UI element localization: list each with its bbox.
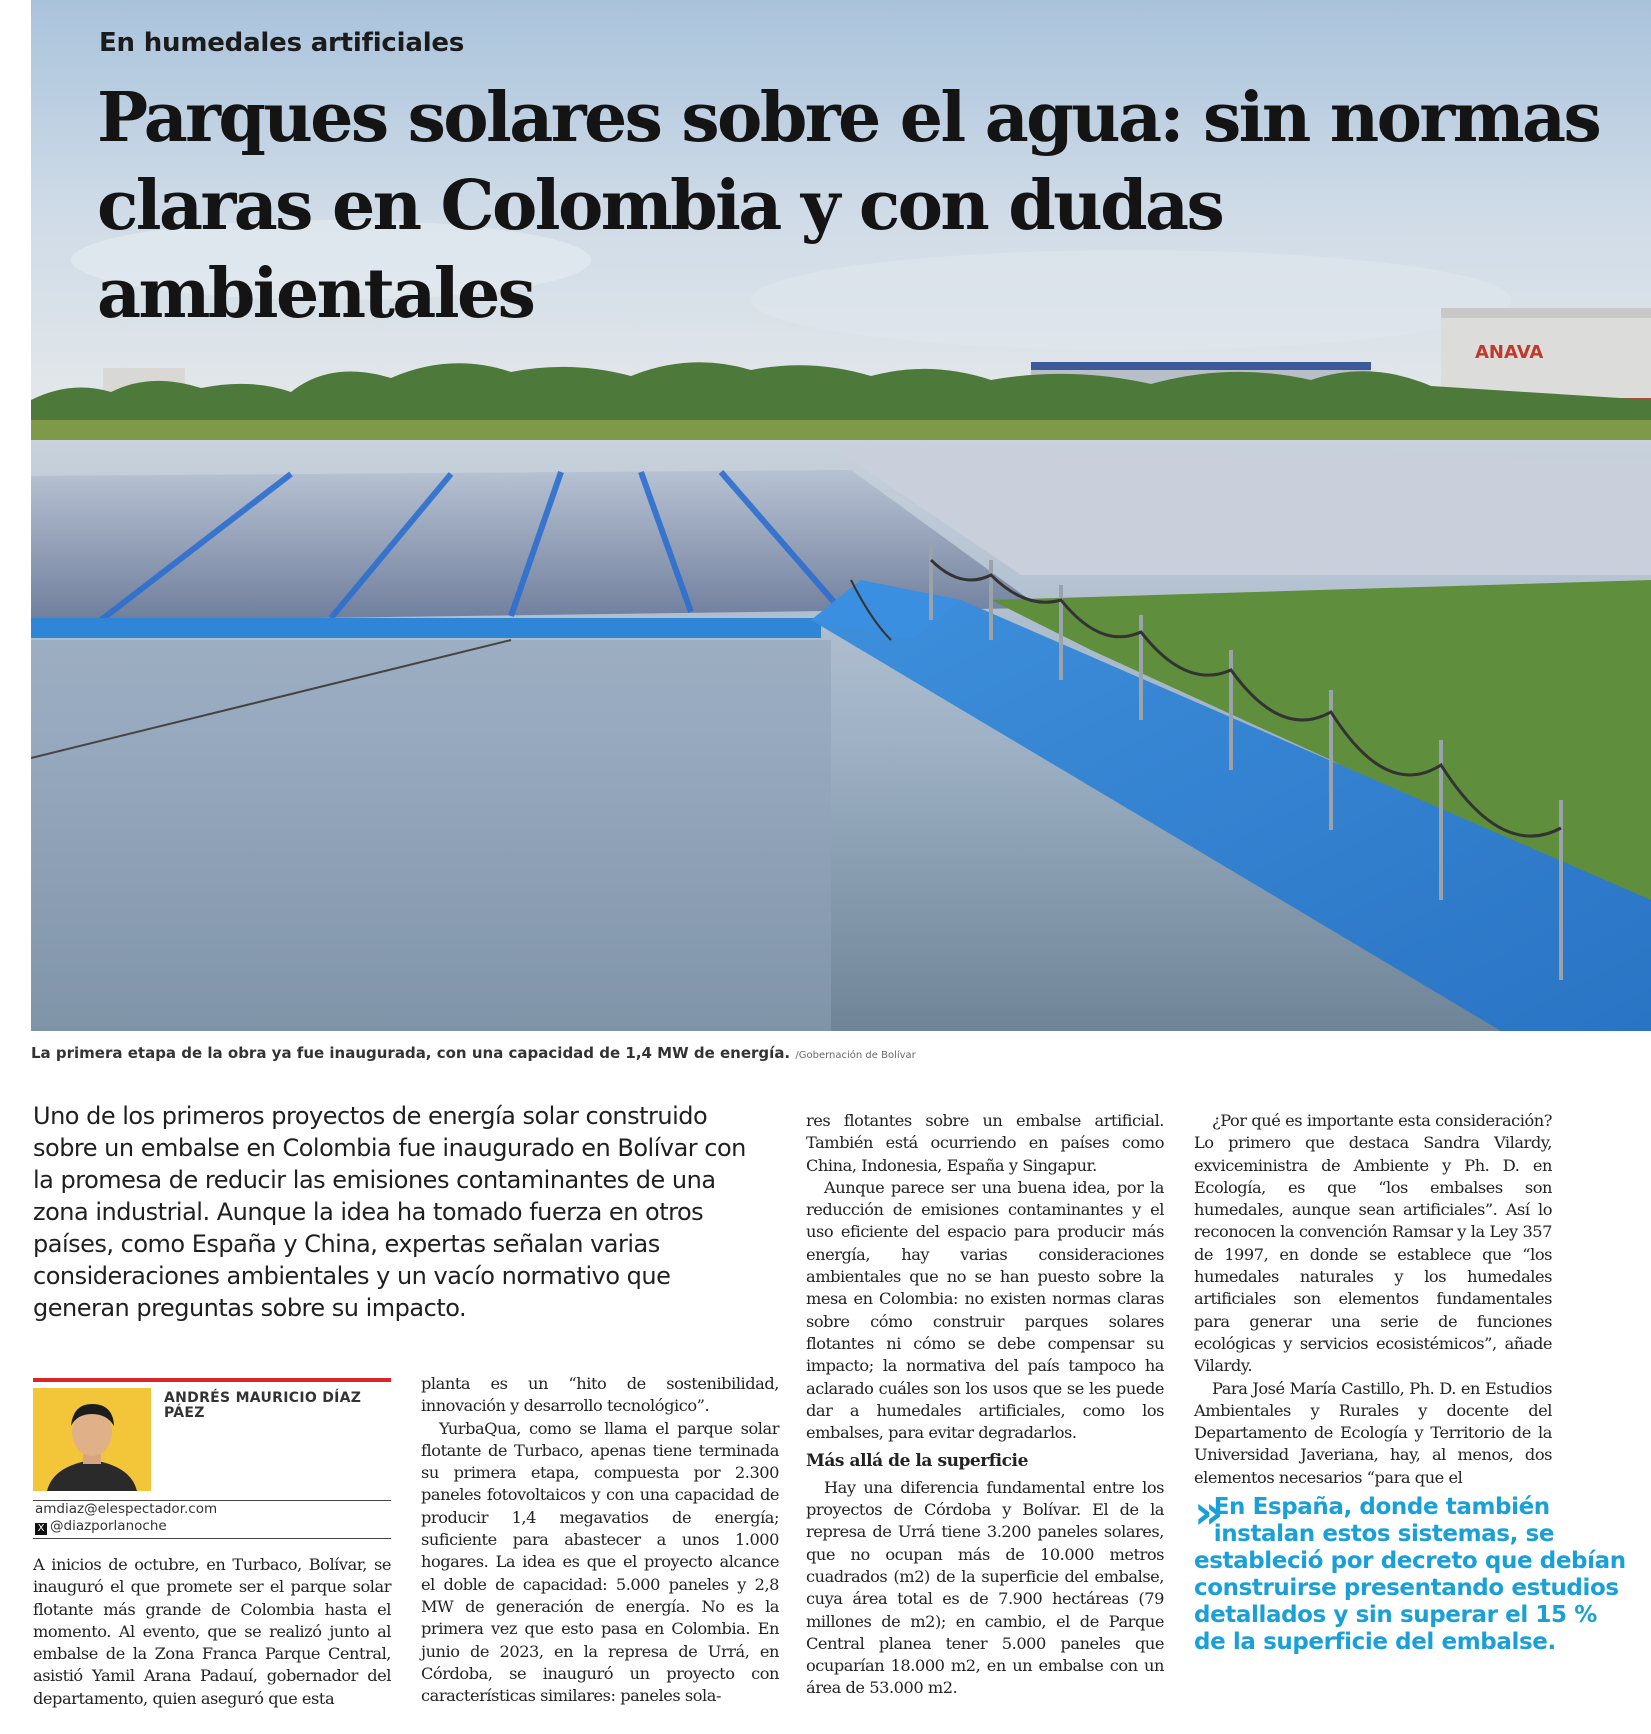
article-lead: Uno de los primeros proyectos de energía solar construido sobre un embalse en Colombia fue inaugurado en Bolívar con la promesa de reducir las emisiones contaminantes de una zona industrial. Aunque la idea ha tomado fuerza en otros países, como España y China, expertas señalan varias consideraciones ambientales y un vacío normativo que generan preguntas sobre su impacto. [33,1102,746,1322]
photo-caption [31,1044,916,1062]
pull-quote-text: En España, donde también instalan estos sistemas, se estableció por decreto que debían construirse presentando estudios detallados y sin superar el 15 % de la superficie del embalse. [1194,1494,1626,1655]
article-kicker: En humedales artificiales [99,28,465,58]
x-logo-icon: X [35,1523,47,1535]
person-icon [33,1388,151,1491]
pull-quote [1194,1485,1634,1656]
col4-paragraph-2: Para José María Castillo, Ph. D. en Estudios Ambientales y Rurales y docente del Departamento de Ecología y Territorio de la Universidad Javeriana, hay, al menos, dos elementos necesarios “para que el [1194,1378,1552,1487]
author-email[interactable]: amdiaz@elespectador.com [35,1501,218,1517]
col3-paragraph-3: Hay una diferencia fundamental entre los proyectos de Córdoba y Bolívar. El de la represa de Urrá tiene 3.200 paneles solares, que no ocupan más de 10.000 metros cuadrados (m2) de la superficie del embalse, cuya área total es de 7.900 hectáreas (79 millones de m2); en cambio, el de Parque Central planea tener 5.000 paneles que ocuparían 18.000 m2, en un embalse con un área de 53.000 m2. [806,1477,1164,1698]
article-headline: Parques solares sobre el agua: sin normas claras en Colombia y con dudas ambientales [97,78,1600,334]
column-3 [806,1110,1164,1700]
col3-subhead: Más allá de la superficie [806,1451,1028,1472]
caption-text: La primera etapa de la obra ya fue inaugurada, con una capacidad de 1,4 MW de energía. [31,1044,791,1062]
col2-paragraph-1: planta es un “hito de sostenibilidad, innovación y desarrollo tecnológico”. [421,1374,779,1416]
building-sign: ANAVA [1475,342,1544,363]
author-avatar [33,1388,151,1491]
author-social[interactable] [35,1518,167,1535]
author-name: ANDRÉS MAURICIO DÍAZ PÁEZ [164,1390,362,1421]
col1-paragraph-1: A inicios de octubre, en Turbaco, Bolívar, se inauguró el que promete ser el parque solar flotante más grande de Colombia hasta el momento. Al evento, que se realizó junto al embalse de la Zona Franca Parque Central, asistió Yamil Arana Padauí, gobernador del departamento, quien aseguró que esta [33,1555,391,1708]
photo-credit: /Gobernación de Bolívar [795,1050,916,1061]
col3-paragraph-2: Aunque parece ser una buena idea, por la reducción de emisiones contaminantes y el uso eficiente del espacio para producir más energía, hay varias consideraciones ambientales que no se han puesto sobre la mesa en Colombia: no existen normas claras sobre cómo construir parques solares flotantes ni cómo se debe compensar su impacto; la normativa del país tampoco ha aclarado cuáles son los usos que se les puede dar a humedales artificiales, como los embalses, para evitar degradarlos. [806,1177,1164,1443]
author-divider [33,1378,391,1382]
double-chevron-icon: » [1194,1485,1210,1539]
author-handle-text: @diazporlanoche [50,1518,167,1534]
hero-photo [31,0,1651,1031]
column-2 [421,1373,779,1707]
column-4 [1194,1110,1552,1489]
col2-paragraph-2: YurbaQua, como se llama el parque solar flotante de Turbaco, apenas tiene terminada su primera etapa, compuesta por 2.300 paneles fotovoltaicos y con una capacidad de producir 1,4 megavatios de energía; suficiente para abastecer a unos 1.000 hogares. La idea es que el proyecto alcance el doble de capacidad: 5.000 paneles y 2,8 MW de generación de energía. No es la primera vez que esto pasa en Colombia. En junio de 2023, en la represa de Urrá, en Córdoba, se inauguró un proyecto con características similares: paneles sola- [421,1418,779,1706]
col4-paragraph-1: ¿Por qué es importante esta consideración? Lo primero que destaca Sandra Vilardy, exviceministra de Ambiente y Ph. D. en Ecología, es que “los embalses son humedales, aunque sean artificiales”. Así lo reconocen la convención Ramsar y la Ley 357 de 1997, en donde se establece que “los humedales naturales y los humedales artificiales son elementos fundamentales para generar una serie de funciones ecológicas y servicios ecosistémicos”, añade Vilardy. [1194,1111,1552,1376]
column-1 [33,1554,391,1710]
author-divider-3 [33,1538,391,1539]
col3-paragraph-1: res flotantes sobre un embalse artificial. También está ocurriendo en países como China, Indonesia, España y Singapur. [806,1111,1164,1175]
